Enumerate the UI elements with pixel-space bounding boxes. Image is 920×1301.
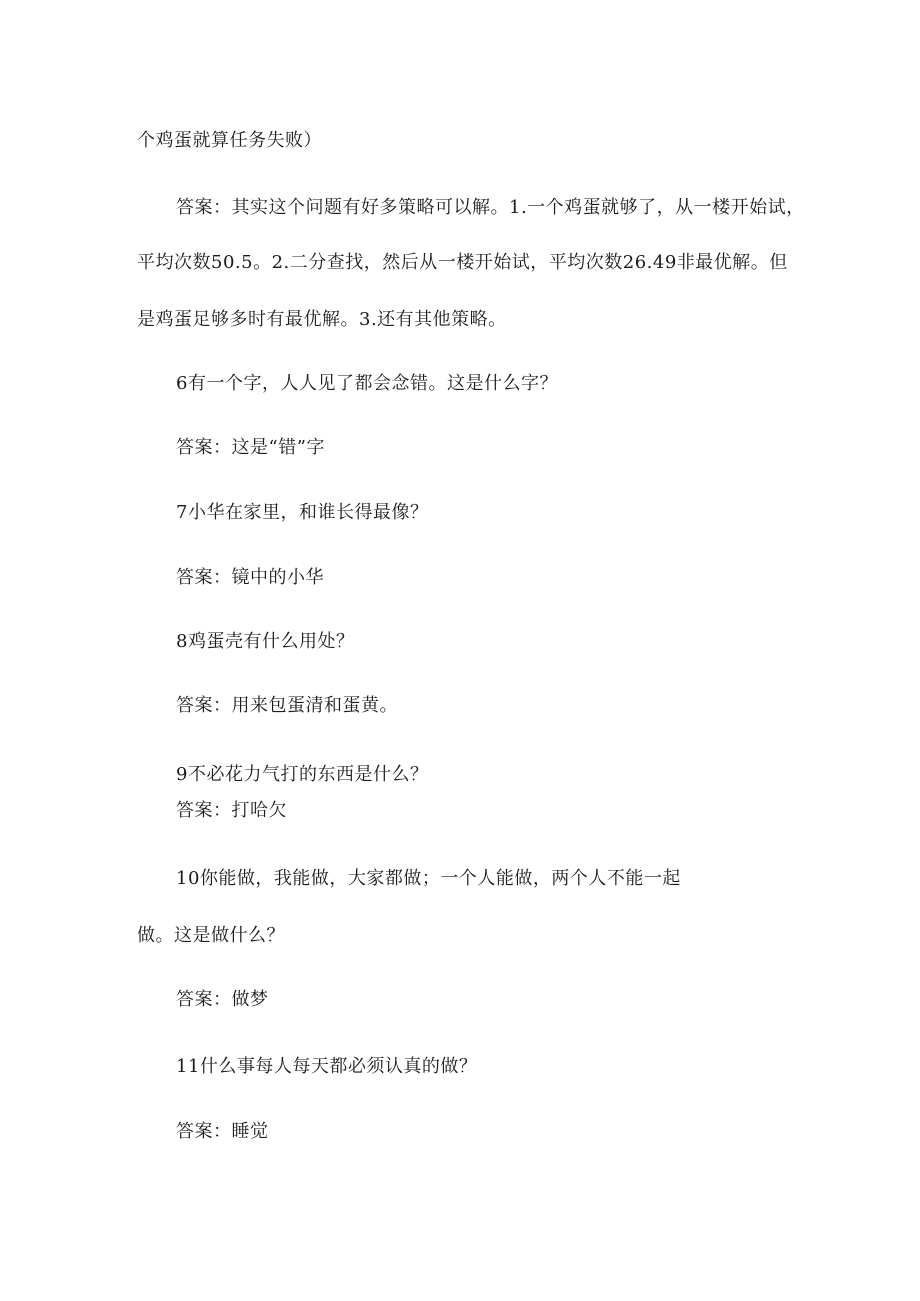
answer-6: 答案：这是“错”字 xyxy=(176,437,325,458)
answer-5-line-3: 是鸡蛋足够多时有最优解。3.还有其他策略。 xyxy=(137,309,507,330)
answer-10: 答案：做梦 xyxy=(176,989,269,1010)
question-10-line-2: 做。这是做什么？ xyxy=(137,925,285,946)
question-11: 11什么事每人每天都必须认真的做？ xyxy=(176,1056,478,1077)
answer-7: 答案：镜中的小华 xyxy=(176,567,324,588)
question-8: 8鸡蛋壳有什么用处？ xyxy=(176,631,355,652)
question-9: 9不必花力气打的东西是什么？ xyxy=(176,764,429,785)
answer-5-line-1: 答案：其实这个问题有好多策略可以解。1.一个鸡蛋就够了，从一楼开始试， xyxy=(176,197,805,218)
answer-8: 答案：用来包蛋清和蛋黄。 xyxy=(176,695,398,716)
question-10-line-1: 10你能做，我能做，大家都做；一个人能做，两个人不能一起 xyxy=(176,868,681,889)
question-7: 7小华在家里，和谁长得最像？ xyxy=(176,502,429,523)
answer-9: 答案：打哈欠 xyxy=(176,800,287,821)
answer-5-line-2: 平均次数50.5。2.二分查找，然后从一楼开始试，平均次数26.49非最优解。但 xyxy=(137,252,788,273)
text-line-continuation: 个鸡蛋就算任务失败） xyxy=(137,130,322,151)
answer-11: 答案：睡觉 xyxy=(176,1121,269,1142)
question-6: 6有一个字，人人见了都会念错。这是什么字？ xyxy=(176,373,558,394)
